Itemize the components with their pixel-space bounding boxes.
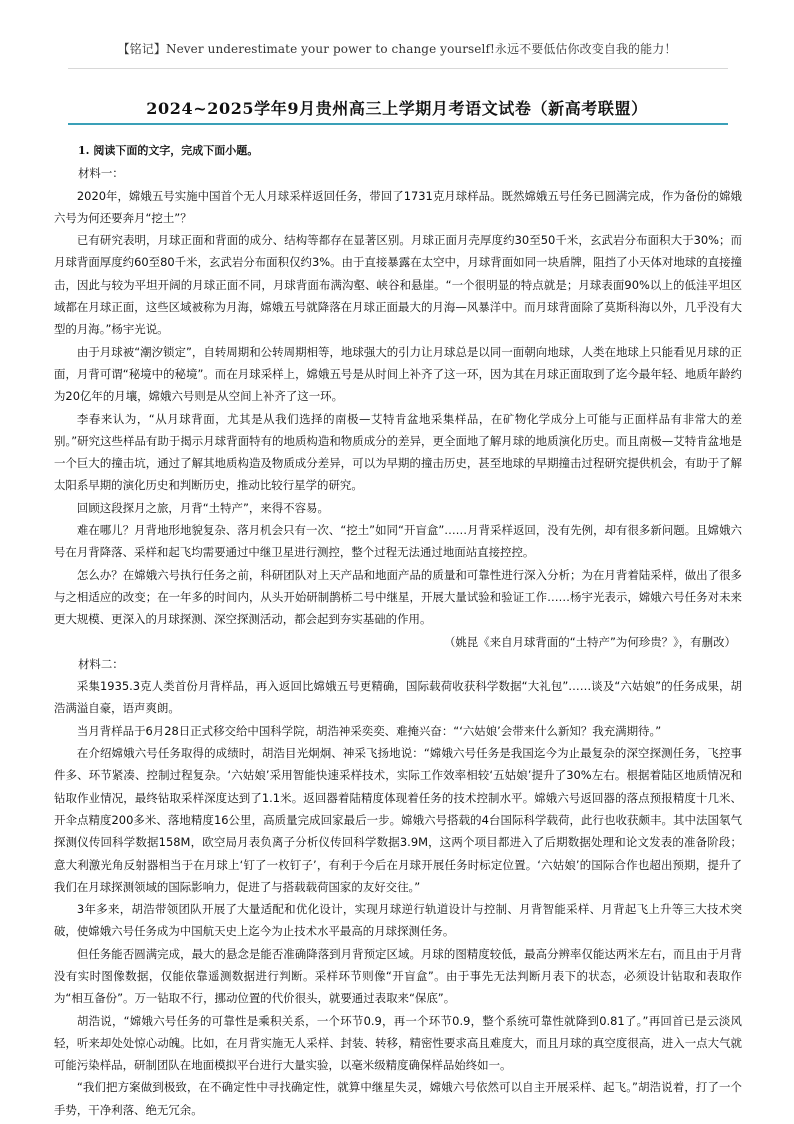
page-motto: 【铭记】Never underestimate your power to change yourself!永远不要低估你改变自我的能力！: [117, 42, 677, 56]
header-divider: [68, 68, 728, 69]
material-1-label: 材料一：: [78, 166, 124, 181]
exam-content: [54, 140, 742, 1117]
material-2-paragraph: 采集1935.3克人类首份月背样品，再入返回比嫦娥五号更精确，国际载荷收获科学数据“大礼包”……谈及“六姑娘”的任务成果，胡浩满溢自豪，语声爽朗。: [54, 679, 742, 716]
material-2-paragraph: 胡浩说，“嫦娥六号任务的可靠性是乘积关系，一个环节0.9，再一个环节0.9，整个系统可靠性就降到0.81了。”再回首已是云淡风轻，听来却处处惊心动魄。比如，在月背实施无人采样、封装、转移，精密性要求高且难度大，而且月球的真空度很高，进入一点大气就可能污染样品，研制团队在地面模拟平台进行大量实验，以毫米级精度确保样品始终如一。: [54, 1013, 742, 1073]
material-1-paragraph: 难在哪儿？月背地形地貌复杂、落月机会只有一次、“挖土”如同“开盲盒”……月背采样返回，没有先例，却有很多新问题。且嫦娥六号在月背降落、采样和起飞均需要通过中继卫星进行测控，整个过程无法通过地面站直接控控。: [54, 523, 742, 560]
material-2-paragraph: 在介绍嫦娥六号任务取得的成绩时，胡浩目光炯炯、神采飞扬地说：“嫦娥六号任务是我国迄今为止最复杂的深空探测任务，飞控事件多、环节紧凑、控制过程复杂。‘六姑娘’采用智能快速采样技术，实际工作效率相较‘五姑娘’提升了30%左右。根据着陆区地质情况和钻取作业情况，最终钻取采样深度达到了1.1米。返回器着陆精度体现着任务的技术控制水平。嫦娥六号返回器的落点预报精度十几米、开伞点精度200多米、落地精度16公里，高质量完成回家最后一步。嫦娥六号搭载的4台国际科学载荷，此行也收获颇丰。其中法国氡气探测仪传回科学数据158M，欧空局月表负离子分析仪传回科学数据3.9M，这两个项目都进入了后期数据处理和论文发表的准备阶段；意大利激光角反射器相当于在月球上‘钉了一枚钉子’，有利于今后在月球开展任务时标定位置。‘六姑娘’的国际合作也超出预期，提升了我们在月球探测领域的国际影响力，促进了与搭载载荷国家的友好交往。”: [54, 746, 742, 894]
material-1-paragraph: 李春来认为，“从月球背面，尤其是从我们选择的南极—艾特肯盆地采集样品，在矿物化学成分上可能与正面样品有非常大的差别。”研究这些样品有助于揭示月球背面特有的地质构造和物质成分的差异，更全面地了解月球的地质演化历史。而且南极—艾特肯盆地是一个巨大的撞击坑，通过了解其地质构造及物质成分差异，可以为早期的撞击历史，甚至地球的早期撞击过程研究提供机会，有助于了解太阳系早期的演化历史和判断历史，推动比较行星学的研究。: [54, 411, 742, 493]
material-1-paragraph: 2020年，嫦娥五号实施中国首个无人月球采样返回任务，带回了1731克月球样品。既然嫦娥五号任务已圆满完成，作为备份的嫦娥六号为何还要奔月“挖土”？: [54, 188, 742, 225]
material-2-label: 材料二：: [78, 656, 124, 671]
question-prompt: 1. 阅读下面的文字，完成下面小题。: [78, 144, 259, 157]
material-2-paragraph: 当月背样品于6月28日正式移交给中国科学院，胡浩神采奕奕、难掩兴奋：“‘六姑娘’会带来什么新知？我充满期待。”: [76, 723, 662, 738]
title-underline: [68, 123, 728, 125]
material-2-paragraph: 3年多来，胡浩带领团队开展了大量适配和优化设计，实现月球逆行轨道设计与控制、月背智能采样、月背起飞上升等三大技术突破，使嫦娥六号任务成为中国航天史上迄今为止技术水平最高的月球探测任务。: [54, 902, 742, 939]
material-1-paragraph: 已有研究表明，月球正面和背面的成分、结构等都存在显著区别。月球正面月壳厚度约30至50千米，玄武岩分布面积大于30%；而月球背面厚度约60至80千米，玄武岩分布面积仅约3%。由于直接暴露在太空中，月球背面如同一块盾牌，阻挡了小天体对地球的直接撞击，因此与较为平坦开阔的月球正面不同，月球背面布满沟壑、峡谷和悬崖。“一个很明显的特点就是；月球表面90%以上的低洼平坦区域都在月球正面，这些区域被称为月海，嫦娥五号就降落在月球正面最大的月海—风暴洋中。而月球背面除了莫斯科海以外，几乎没有大型的月海。”杨宇光说。: [54, 233, 742, 337]
material-1-source: （姚昆《来自月球背面的“土特产”为何珍贵？》，有删改）: [443, 634, 736, 649]
material-1-paragraph: 由于月球被“潮汐锁定”，自转周期和公转周期相等，地球强大的引力让月球总是以同一面朝向地球，人类在地球上只能看见月球的正面，月背可谓“秘境中的秘境”。而在月球采样上，嫦娥五号是从时间上补齐了这一环，因为其在月球正面取到了迄今最年轻、地质年龄约为20亿年的月壤，嫦娥六号则是从空间上补齐了这一环。: [54, 344, 742, 404]
material-2-paragraph: 但任务能否圆满完成，最大的悬念是能否准确降落到月背预定区域。月球的图精度较低，最高分辨率仅能达两米左右，而且由于月背没有实时图像数据，仅能依靠遥测数据进行判断。采样环节则像“开盲盒”。由于事先无法判断月表下的状态，必须设计钻取和表取作为“相互备份”。万一钻取不行，挪动位置的代价很头，就要通过表取来“保底”。: [54, 946, 742, 1006]
material-1-paragraph: 怎么办？在嫦娥六号执行任务之前，科研团队对上天产品和地面产品的质量和可靠性进行深入分析；为在月背着陆采样，做出了很多与之相适应的改变；在一年多的时间内，从头开始研制鹊桥二号中继星，开展大量试验和验证工作……杨宇光表示，嫦娥六号任务对未来更大规模、更深入的月球探测、深空探测活动，都会起到夯实基础的作用。: [54, 567, 742, 627]
exam-title: 2024~2025学年9月贵州高三上学期月考语文试卷（新高考联盟）: [146, 99, 648, 118]
material-2-paragraph: “我们把方案做到极致，在不确定性中寻找确定性，就算中继星失灵，嫦娥六号依然可以自主开展采样、起飞。”胡浩说着，打了一个手势，干净利落、绝无冗余。: [54, 1080, 742, 1117]
material-1-paragraph: 回顾这段探月之旅，月背“土特产”，来得不容易。: [76, 500, 329, 515]
